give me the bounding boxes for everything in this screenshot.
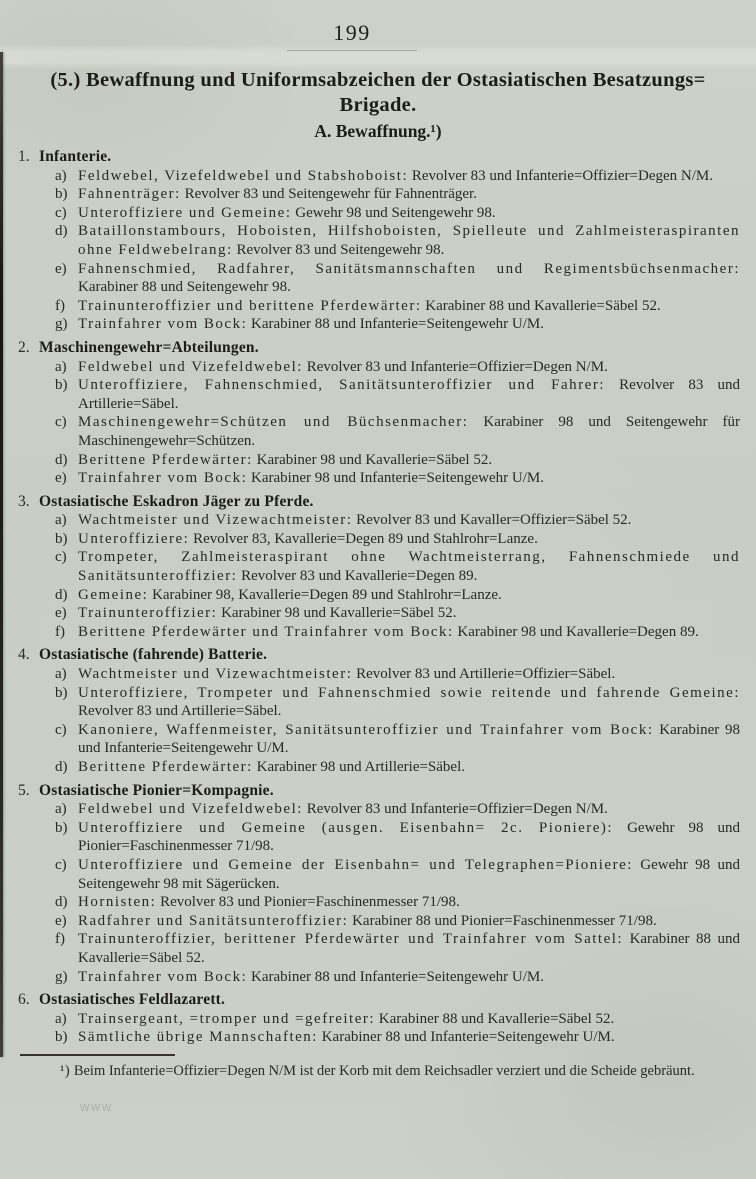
list-item [55,758,740,777]
footnote-paragraph [18,1061,718,1081]
item-role: Unteroffiziere, Trompeter und Fahnenschmied sowie reitende und fahrende Gemeine: [78,684,740,701]
item-text [78,315,740,334]
item-text [78,800,740,819]
footnote-marker: ¹) [60,1062,71,1079]
item-label: a) [55,801,67,818]
list-item [55,684,740,721]
item-label: c) [55,721,67,738]
list-item [55,297,740,316]
list-item [55,623,740,642]
item-text [78,912,740,931]
item-equipment: Karabiner 98 und Kavallerie=Säbel 52. [256,451,493,468]
item-equipment: Karabiner 88 und Infanterie=Seitengewehr U/M. [321,1029,615,1046]
item-equipment: Karabiner 98, Kavallerie=Degen 89 und Stahlrohr=Lanze. [152,586,502,603]
item-label: d) [55,759,68,775]
item-role: Sämtliche übrige Mannschaften: [78,1029,318,1046]
item-label: b) [55,186,68,203]
section-heading: Maschinengewehr=Abteilungen. [39,338,259,356]
footnote-rule [20,1054,175,1056]
item-text [78,530,740,549]
item-role: Kanoniere, Waffenmeister, Sanitätsunteroffizier und Trainfahrer vom Bock: [78,721,654,738]
item-text [78,413,740,450]
item-equipment: Karabiner 88 und Kavallerie=Säbel 52. [425,297,661,314]
section-heading: Ostasiatische (fahrende) Batterie. [39,646,268,664]
item-equipment: Revolver 83 und Artillerie=Offizier=Säbel. [356,666,616,683]
item-equipment: Gewehr 98 und Pionier=Faschinenmesser 71/98. [78,819,740,855]
item-equipment: Karabiner 98 und Kavallerie=Säbel 52. [221,605,457,622]
item-label: a) [55,512,67,529]
item-role: Berittene Pferdewärter: [78,451,253,468]
list-item [55,604,740,623]
list-item [55,185,740,204]
item-text [78,222,740,259]
section-heading: Ostasiatisches Feldlazarett. [39,991,226,1009]
section-fahrende-batterie [18,646,740,776]
item-text [78,930,740,967]
item-label: f) [55,297,65,314]
section-pionier-kompagnie [18,782,740,987]
list-item [55,511,740,530]
item-role: Feldwebel und Vizefeldwebel: [78,358,303,375]
item-role: Feldwebel und Vizefeldwebel: [78,801,303,818]
item-equipment: Revolver 83 und Kavaller=Offizier=Säbel 52. [356,512,632,529]
page-number-block [287,20,417,51]
item-equipment: Karabiner 98 und Seitengewehr für Maschinengewehr=Schützen. [78,414,740,449]
item-role: Radfahrer und Sanitätsunteroffizier: [78,912,349,929]
list-item [55,856,740,893]
section-infanterie [18,148,740,334]
section-number: 6. [18,991,30,1009]
item-equipment: Karabiner 98 und Kavallerie=Degen 89. [457,623,699,640]
list-item [55,912,740,931]
section-number: 2. [18,338,30,356]
item-label: a) [55,666,67,683]
item-role: Trainfahrer vom Bock: [78,316,248,333]
item-text [78,604,740,623]
list-item [55,315,740,334]
item-label: b) [55,530,68,547]
item-role: Trainfahrer vom Bock: [78,968,248,985]
item-label: f) [55,623,65,640]
list-item [55,469,740,488]
item-equipment: Revolver 83 und Seitengewehr für Fahnenträger. [184,186,477,203]
item-role: Unteroffiziere und Gemeine der Eisenbahn= und Telegraphen=Pioniere: [78,856,633,873]
section-eskadron-jaeger [18,493,740,642]
item-label: e) [55,260,67,277]
item-text [78,856,740,893]
item-label: b) [55,819,68,836]
item-equipment: Revolver 83 und Artillerie=Säbel. [78,377,740,412]
item-text [78,1028,740,1047]
list-item [55,1010,740,1029]
item-label: e) [55,912,67,929]
item-text [78,819,740,856]
item-text [78,758,740,777]
item-equipment: Karabiner 88 und Pionier=Faschinenmesser 71/98. [352,912,657,929]
footnote [18,1054,740,1081]
item-text [78,665,740,684]
list-item [55,167,740,186]
item-equipment: Gewehr 98 und Seitengewehr 98. [295,204,496,221]
item-label: d) [55,894,68,911]
footnote-text: Beim Infanterie=Offizier=Degen N/M ist der Korb mit dem Reichsadler verziert und die Scheide gebräunt. [73,1062,695,1079]
list-item [55,930,740,967]
section-maschinengewehr-abteilungen [18,339,740,488]
item-equipment: Gewehr 98 und Seitengewehr 98 mit Sägerücken. [78,856,740,892]
item-label: e) [55,605,67,622]
list-item [55,413,740,450]
item-label: d) [55,223,68,240]
list-item [55,530,740,549]
item-label: c) [55,414,67,431]
item-text [78,721,740,758]
item-text [78,469,740,488]
list-item [55,721,740,758]
item-equipment: Karabiner 98 und Infanterie=Seitengewehr U/M. [78,721,740,757]
section-subtitle: A. Bewaffnung.¹) [314,121,442,141]
item-text [78,451,740,470]
item-equipment: Revolver 83 und Seitengewehr 98. [236,241,445,258]
item-role: Trainunteroffizier und berittene Pferdewärter: [78,297,422,314]
item-label: c) [55,856,67,873]
item-equipment: Karabiner 88 und Kavallerie=Säbel 52. [78,931,740,966]
item-text [78,1010,740,1029]
title-line-1: (5.) Bewaffnung und Uniformsabzeichen der Ostasiatischen Besatzungs= [50,69,706,91]
item-role: Wachtmeister und Vizewachtmeister: [78,666,353,683]
item-equipment: Karabiner 98 und Artillerie=Säbel. [256,759,466,775]
item-role: Fahnenträger: [78,186,181,203]
item-role: Trainfahrer vom Bock: [78,470,248,487]
list-item [55,222,740,259]
list-item [55,204,740,223]
list-item [55,376,740,413]
item-role: Hornisten: [78,894,157,911]
item-label: f) [55,931,65,948]
item-role: Unteroffiziere, Fahnenschmied, Sanitätsunteroffizier und Fahrer: [78,377,605,394]
list-item [55,893,740,912]
item-role: Bataillonstambours, Hoboisten, Hilfshoboisten, Spielleute und Zahlmeisteraspiranten ohne Feldwebelrang: [78,223,740,258]
item-label: e) [55,470,67,487]
item-equipment: Karabiner 98 und Infanterie=Seitengewehr U/M. [251,470,544,487]
item-label: a) [55,1010,67,1027]
item-equipment: Revolver 83 und Infanterie=Offizier=Degen N/M. [306,358,608,375]
item-role: Trainunteroffizier: [78,605,218,622]
list-item [55,819,740,856]
list-item [55,968,740,987]
list-item [55,260,740,297]
item-equipment: Revolver 83 und Infanterie=Offizier=Degen N/M. [411,167,713,184]
item-role: Wachtmeister und Vizewachtmeister: [78,512,353,529]
section-number: 4. [18,646,30,664]
item-role: Berittene Pferdewärter: [78,759,253,775]
item-role: Trainsergeant, =tromper und =gefreiter: [78,1010,376,1027]
item-text [78,376,740,413]
item-text [78,260,740,297]
list-item [55,586,740,605]
section-number: 5. [18,781,30,799]
item-label: c) [55,549,67,566]
title-line-2: Brigade. [339,94,417,116]
book-binding-shadow [0,52,3,1057]
item-equipment: Revolver 83 und Infanterie=Offizier=Degen N/M. [306,801,608,818]
item-equipment: Revolver 83 und Pionier=Faschinenmesser 71/98. [160,894,460,911]
item-role: Maschinengewehr=Schützen und Büchsenmacher: [78,414,469,431]
item-equipment: Karabiner 88 und Seitengewehr 98. [78,279,291,296]
section-heading: Ostasiatische Eskadron Jäger zu Pferde. [39,492,314,510]
list-item [55,665,740,684]
item-label: g) [55,316,68,333]
item-role: Trompeter, Zahlmeisteraspirant ohne Wachtmeisterrang, Fahnenschmiede und Sanitätsunteroffizier: [78,549,740,585]
item-role: Fahnenschmied, Radfahrer, Sanitätsmannschaften und Regimentsbüchsenmacher: [78,260,740,277]
item-equipment: Karabiner 88 und Infanterie=Seitengewehr U/M. [251,968,544,985]
section-feldlazarett [18,991,740,1047]
item-text [78,297,740,316]
section-number: 1. [18,148,30,165]
item-text [78,893,740,912]
document-body [18,148,740,1179]
item-role: Berittene Pferdewärter und Trainfahrer vom Bock: [78,623,454,640]
item-label: d) [55,586,68,603]
item-equipment: Revolver 83, Kavallerie=Degen 89 und Stahlrohr=Lanze. [193,530,538,547]
item-label: b) [55,377,68,394]
list-item [55,1028,740,1047]
item-text [78,358,740,377]
item-text [78,185,740,204]
item-text [78,511,740,530]
item-equipment: Karabiner 88 und Infanterie=Seitengewehr U/M. [251,316,544,333]
section-heading: Infanterie. [39,148,112,165]
item-text [78,548,740,585]
section-number: 3. [18,492,30,510]
item-role: Unteroffiziere und Gemeine (ausgen. Eisenbahn= 2c. Pioniere): [78,819,614,836]
page-number-rule [287,50,417,51]
item-role: Feldwebel, Vizefeldwebel und Stabshoboist: [78,167,409,184]
section-heading: Ostasiatische Pionier=Kompagnie. [39,781,274,799]
item-label: g) [55,968,68,985]
list-item [55,800,740,819]
list-item [55,451,740,470]
item-text [78,204,740,223]
item-text [78,586,740,605]
item-role: Trainunteroffizier, berittener Pferdewärter und Trainfahrer vom Sattel: [78,931,624,948]
item-label: d) [55,451,68,468]
item-role: Gemeine: [78,586,149,603]
item-label: b) [55,1029,68,1046]
page-number: 199 [333,20,371,45]
item-label: a) [55,167,67,184]
page-title [6,68,750,118]
item-equipment: Revolver 83 und Artillerie=Säbel. [78,703,282,720]
item-label: a) [55,358,67,375]
item-role: Unteroffiziere: [78,530,190,547]
item-text [78,684,740,721]
list-item [55,358,740,377]
list-item [55,548,740,585]
item-text [78,623,740,642]
item-text [78,167,740,186]
item-equipment: Revolver 83 und Kavallerie=Degen 89. [241,568,478,585]
item-role: Unteroffiziere und Gemeine: [78,204,292,221]
item-label: b) [55,684,68,701]
item-label: c) [55,204,67,221]
item-equipment: Karabiner 88 und Kavallerie=Säbel 52. [378,1010,615,1027]
item-text [78,968,740,987]
watermark: www [80,1099,113,1114]
